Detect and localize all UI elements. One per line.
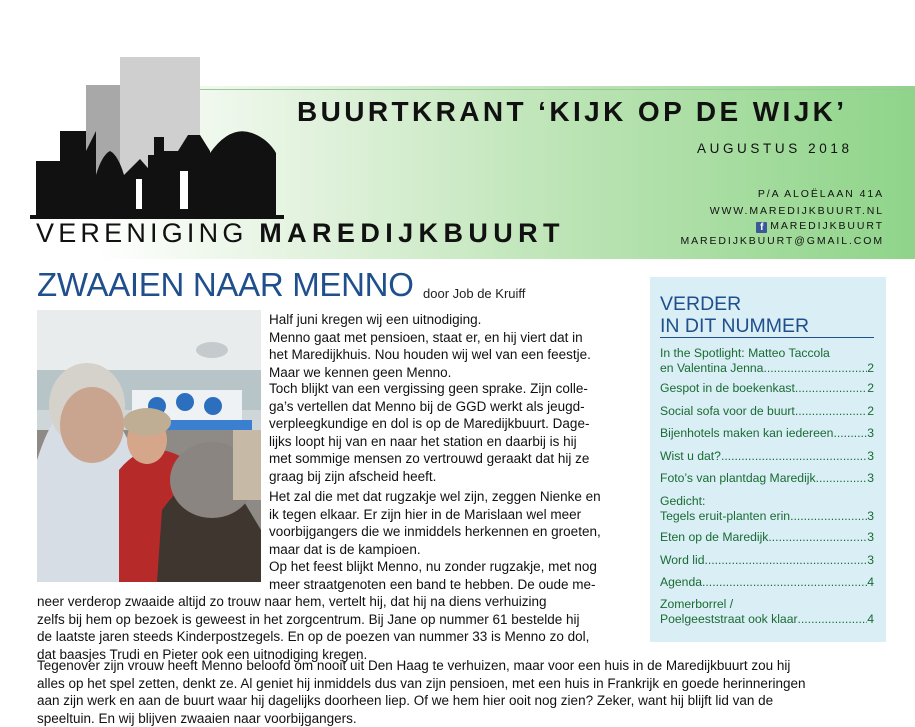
toc-item-boekenkast[interactable] xyxy=(660,381,874,396)
toc-item-zomerborrel[interactable] xyxy=(660,597,874,626)
text-line: met sommige mensen zo vertrouwd geraakt dat hij ze xyxy=(269,450,635,468)
text-line: ik tegen elkaar. Er zijn hier in de Marislaan wel meer xyxy=(269,506,635,524)
toc-page: 3 xyxy=(867,530,874,545)
toc-label: Wist u dat? xyxy=(660,449,721,464)
toc-item-bijenhotels[interactable] xyxy=(660,426,874,441)
toc-leader xyxy=(798,612,868,627)
toc-leader xyxy=(704,553,867,568)
sidebar-title xyxy=(660,293,809,337)
text-line: graag bij zijn afscheid heeft. xyxy=(269,468,635,486)
facebook-handle: MAREDIJKBUURT xyxy=(770,220,884,232)
toc-item-plantdag[interactable] xyxy=(660,471,874,486)
toc-item-eten[interactable] xyxy=(660,530,874,545)
email-link[interactable]: MAREDIJKBUURT@GMAIL.COM xyxy=(624,235,884,247)
paragraph-4-column xyxy=(269,558,635,593)
text-line: het Maredijkhuis. Nou houden wij wel van een feestje. xyxy=(269,346,635,364)
toc-leader xyxy=(790,509,867,524)
toc-label: Agenda xyxy=(660,575,702,590)
text-line: meer straatgenoten een band te hebben. De oude me- xyxy=(269,576,635,594)
text-line: verpleegkundige en dol is op de Maredijkbuurt. Dage- xyxy=(269,415,635,433)
toc-label: Eten op de Maredijk xyxy=(660,530,768,545)
text-line: Tegenover zijn vrouw heeft Menno beloofd om nooit uit Den Haag te verhuizen, maar voor een huis in de Maredijkbuurt zou hij xyxy=(37,657,895,675)
toc-page: 2 xyxy=(867,361,874,376)
toc-leader xyxy=(763,361,867,376)
text-line: maar dat is de kampioen. xyxy=(269,541,635,559)
text-line: aan zijn werk en aan de buurt waar hij dagelijks doorheen liep. Of we hem hier ooit nog zien? Zeker, want hij blijft lid van de xyxy=(37,692,895,710)
toc-label: Bijenhotels maken kan iedereen xyxy=(660,426,833,441)
toc-leader xyxy=(816,471,868,486)
text-line: neer verderop zwaaide altijd zo trouw naar hem, vertelt hij, dat hij na diens verhuizing xyxy=(37,593,637,611)
paragraph-1 xyxy=(269,311,635,381)
toc-item-agenda[interactable] xyxy=(660,575,874,590)
org-name-light: VERENIGING xyxy=(36,218,248,248)
toc-page: 4 xyxy=(867,612,874,627)
toc-label: Zomerborrel / xyxy=(660,597,874,612)
org-name-bold: MAREDIJKBUURT xyxy=(259,218,565,248)
text-line: Menno gaat met pensioen, staat er, en hij viert dat in xyxy=(269,329,635,347)
toc-label: Word lid xyxy=(660,553,704,568)
sidebar-title-line: VERDER xyxy=(660,293,809,315)
website-link[interactable]: WWW.MAREDIJKBUURT.NL xyxy=(624,205,884,217)
toc-label: Foto’s van plantdag Maredijk xyxy=(660,471,816,486)
address: P/A ALOËLAAN 41A xyxy=(624,188,884,200)
text-line: Half juni kregen wij een uitnodiging. xyxy=(269,311,635,329)
toc-item-wist-u-dat[interactable] xyxy=(660,449,874,464)
text-line: Toch blijkt van een vergissing geen sprake. Zijn colle- xyxy=(269,380,635,398)
toc-page: 2 xyxy=(867,404,874,419)
toc-leader xyxy=(768,530,867,545)
party-photo xyxy=(37,310,261,582)
toc-leader xyxy=(795,404,867,419)
facebook-link[interactable] xyxy=(624,220,884,233)
toc-label: Tegels eruit-planten erin xyxy=(660,509,790,524)
toc-page: 3 xyxy=(867,553,874,568)
paragraph-5 xyxy=(37,657,895,727)
text-line: Op het feest blijkt Menno, nu zonder rugzakje, met nog xyxy=(269,558,635,576)
toc-label: Poelgeeststraat ook klaar xyxy=(660,612,798,627)
toc-leader xyxy=(702,575,867,590)
toc-label: en Valentina Jenna xyxy=(660,361,763,376)
text-line: zelfs bij hem op bezoek is geweest in het zorgcentrum. Bij Jane op nummer 61 bestelde hij xyxy=(37,611,637,629)
paragraph-3 xyxy=(269,488,635,558)
facebook-icon: f xyxy=(756,222,767,233)
toc-item-spotlight[interactable] xyxy=(660,346,874,375)
organisation-name xyxy=(36,218,565,249)
toc-label: In the Spotlight: Matteo Taccola xyxy=(660,346,874,361)
text-line: ga’s vertellen dat Menno bij de GGD werkt als jeugd- xyxy=(269,398,635,416)
paragraph-4-wide xyxy=(37,593,637,663)
article-headline: ZWAAIEN NAAR MENNO xyxy=(37,266,414,304)
toc-leader xyxy=(795,381,867,396)
text-line: alles op het spel zetten, denkt ze. Al geniet hij inmiddels dus van zijn pensioen, met een huis in Frankrijk en goede herinneringen xyxy=(37,675,895,693)
toc-page: 3 xyxy=(867,509,874,524)
text-line: Het zal die met dat rugzakje wel zijn, zeggen Nienke en xyxy=(269,488,635,506)
toc-page: 4 xyxy=(867,575,874,590)
toc-item-word-lid[interactable] xyxy=(660,553,874,568)
issue-date: AUGUSTUS 2018 xyxy=(697,141,853,156)
text-line: Maar we kennen geen Menno. xyxy=(269,364,635,382)
sidebar-title-line: IN DIT NUMMER xyxy=(660,315,809,337)
publication-title: BUURTKRANT ‘KIJK OP DE WIJK’ xyxy=(297,96,848,128)
toc-page: 2 xyxy=(867,381,874,396)
text-line: speeltuin. En wij blijven zwaaien naar voorbijgangers. xyxy=(37,710,895,727)
toc-item-gedicht[interactable] xyxy=(660,494,874,523)
toc-page: 3 xyxy=(867,471,874,486)
toc-page: 3 xyxy=(867,449,874,464)
toc-page: 3 xyxy=(867,426,874,441)
toc-label: Gedicht: xyxy=(660,494,874,509)
sidebar-rule xyxy=(660,337,874,338)
text-line: lijks loopt hij van en naar het station en daarbij is hij xyxy=(269,433,635,451)
toc-leader xyxy=(721,449,867,464)
toc-label: Gespot in de boekenkast xyxy=(660,381,795,396)
article-byline: door Job de Kruiff xyxy=(423,286,525,301)
toc-leader xyxy=(833,426,867,441)
text-line: dat baasjes Trudi en Pieter ook een uitnodiging kregen. xyxy=(37,646,637,664)
toc-label: Social sofa voor de buurt xyxy=(660,404,795,419)
text-line: voorbijgangers die we inmiddels herkennen en groeten, xyxy=(269,523,635,541)
text-line: de laatste jaren steeds Kinderpostzegels. En op de poezen van nummer 33 is Menno zo dol, xyxy=(37,628,637,646)
toc-item-social-sofa[interactable] xyxy=(660,404,874,419)
paragraph-2 xyxy=(269,380,635,485)
